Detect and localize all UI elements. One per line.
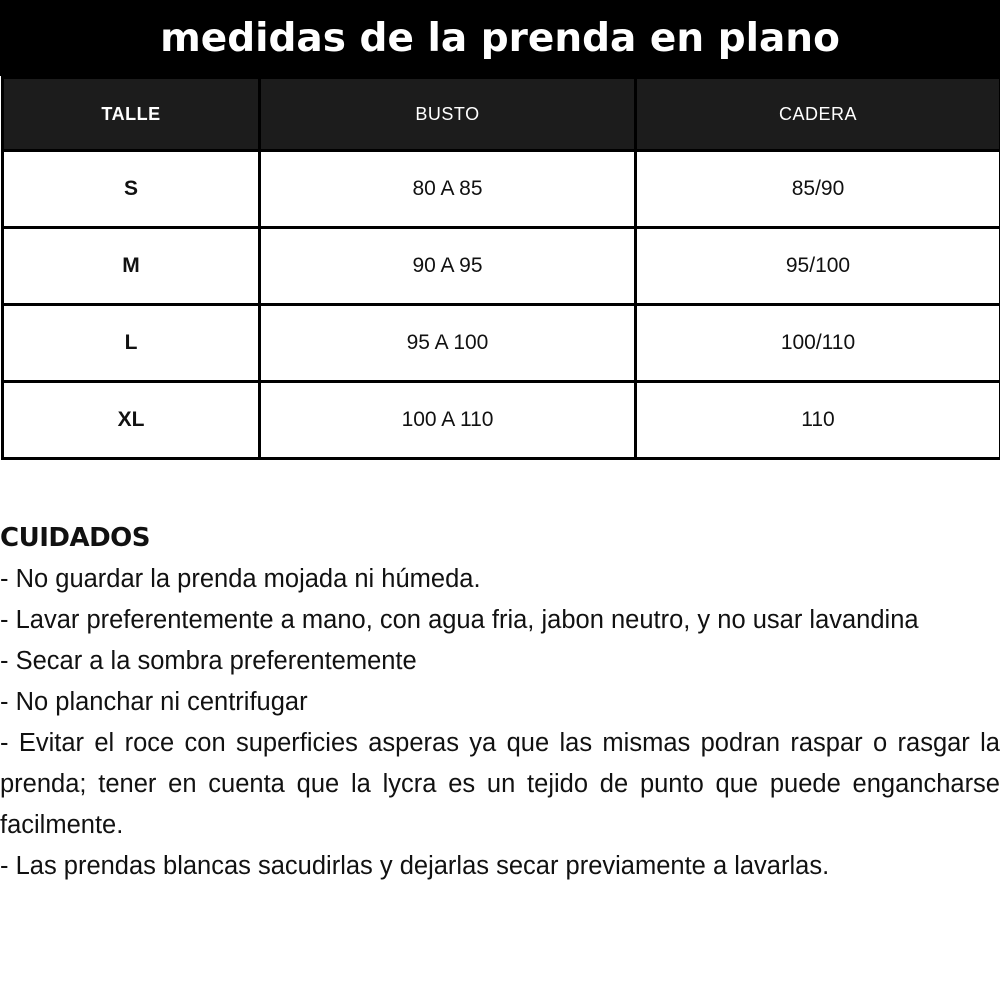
cadera-cell: 110: [636, 382, 1000, 459]
busto-cell: 90 A 95: [260, 228, 636, 305]
size-table: [1, 76, 1000, 460]
care-item: - No guardar la prenda mojada ni húmeda.: [0, 565, 481, 593]
care-item: - Las prendas blancas sacudirlas y dejarlas secar previamente a lavarlas.: [0, 852, 830, 880]
busto-cell: 95 A 100: [260, 305, 636, 382]
cadera-cell: 100/110: [636, 305, 1000, 382]
cadera-cell: 95/100: [636, 228, 1000, 305]
talle-cell: M: [3, 228, 260, 305]
busto-cell: 100 A 110: [260, 382, 636, 459]
cadera-cell: 85/90: [636, 151, 1000, 228]
care-item: - Lavar preferentemente a mano, con agua fria, jabon neutro, y no usar lavandina: [0, 606, 919, 634]
table-row: [3, 151, 1000, 228]
busto-cell: 80 A 85: [260, 151, 636, 228]
table-row: [3, 228, 1000, 305]
care-title: CUIDADOS: [0, 523, 150, 553]
header-busto: BUSTO: [260, 78, 636, 151]
talle-cell: S: [3, 151, 260, 228]
care-item: - Secar a la sombra preferentemente: [0, 647, 417, 675]
talle-cell: L: [3, 305, 260, 382]
table-row: [3, 382, 1000, 459]
header-cadera: CADERA: [636, 78, 1000, 151]
page-title: medidas de la prenda en plano: [0, 0, 1000, 76]
table-header-row: [3, 78, 1000, 151]
header-talle: TALLE: [3, 78, 260, 151]
care-item: - Evitar el roce con superficies asperas ya que las mismas podran raspar o rasgar la prenda; tener en cuenta que la lycra es un tejido de punto que puede engancharse facilmente.: [0, 729, 1000, 839]
table-row: [3, 305, 1000, 382]
care-section: [0, 518, 1000, 887]
talle-cell: XL: [3, 382, 260, 459]
care-item: - No planchar ni centrifugar: [0, 688, 308, 716]
